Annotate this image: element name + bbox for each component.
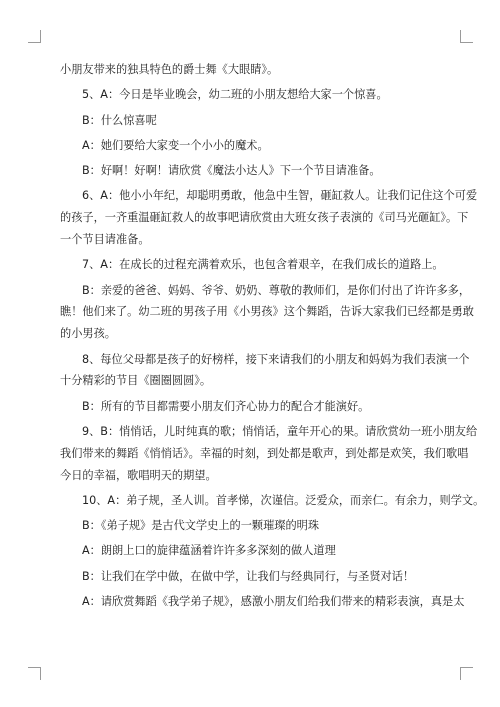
text-line: 一个节目请准备。 bbox=[60, 233, 150, 247]
text-line: 的小男孩。 bbox=[60, 327, 116, 341]
text-line: 小朋友带来的独具特色的爵士舞《大眼睛》。 bbox=[60, 63, 279, 76]
crop-mark-bottom-right bbox=[460, 667, 473, 680]
text-line: 十分精彩的节目《圈圈圆圆》。 bbox=[60, 374, 212, 388]
text-line: B：什么惊喜呢 bbox=[82, 113, 157, 127]
text-line: B：好啊！好啊！请欣赏《魔法小达人》下一个节目请准备。 bbox=[82, 164, 381, 178]
text-line: 8、每位父母都是孩子的好榜样，接下来请我们的小朋友和妈妈为我们表演一个 bbox=[82, 352, 470, 366]
crop-mark-top-left bbox=[28, 30, 41, 43]
text-line: 10、A：弟子规，圣人训。首孝悌，次谨信。泛爱众，而亲仁。有余力，则学文。 bbox=[82, 493, 485, 507]
text-line: 的孩子，一齐重温砸缸救人的故事吧请欣赏由大班女孩子表演的《司马光砸缸》。下 bbox=[60, 211, 469, 225]
text-line: 9、B：悄悄话，儿时纯真的歌；悄悄话，童年开心的果。请欣赏幼一班小朋友给 bbox=[82, 424, 478, 438]
text-line: 今日的幸福，歌唱明天的期望。 bbox=[60, 468, 217, 482]
text-line: B：让我们在学中做，在做中学，让我们与经典同行，与圣贤对话！ bbox=[82, 569, 415, 583]
text-line: 6、A：他小小年纪，却聪明勇敢，他急中生智，砸缸救人。让我们记住这个可爱 bbox=[82, 189, 478, 203]
text-line: 我们带来的舞蹈《悄悄话》。幸福的时刻，到处都是歌声，到处都是欢笑，我们歌唱 bbox=[60, 446, 469, 460]
document-body bbox=[60, 62, 485, 619]
text-line: A：她们要给大家变一个小小的魔术。 bbox=[82, 138, 269, 152]
crop-mark-top-right bbox=[460, 30, 473, 43]
text-line: 5、A：今日是毕业晚会，幼二班的小朋友想给大家一个惊喜。 bbox=[82, 88, 388, 102]
text-line: A：朗朗上口的旋律蕴涵着许许多多深刻的做人道理 bbox=[82, 544, 336, 558]
text-line: 7、A：在成长的过程充满着欢乐，也包含着艰辛，在我们成长的道路上。 bbox=[82, 258, 444, 272]
text-line: 瞧！他们来了。幼二班的男孩子用《小男孩》这个舞蹈，告诉大家我们已经都是勇敢 bbox=[60, 305, 474, 319]
text-line: A：请欣赏舞蹈《我学弟子规》，感激小朋友们给我们带来的精彩表演，真是太 bbox=[82, 595, 465, 609]
text-line: B：亲爱的爸爸、妈妈、爷爷、奶奶、尊敬的教师们，是你们付出了许许多多， bbox=[82, 283, 471, 297]
text-line: B：《弟子规》是古代文学史上的一颗璀璨的明珠 bbox=[82, 519, 320, 533]
text-line: B：所有的节目都需要小朋友们齐心协力的配合才能演好。 bbox=[82, 399, 370, 413]
crop-mark-bottom-left bbox=[28, 667, 41, 680]
